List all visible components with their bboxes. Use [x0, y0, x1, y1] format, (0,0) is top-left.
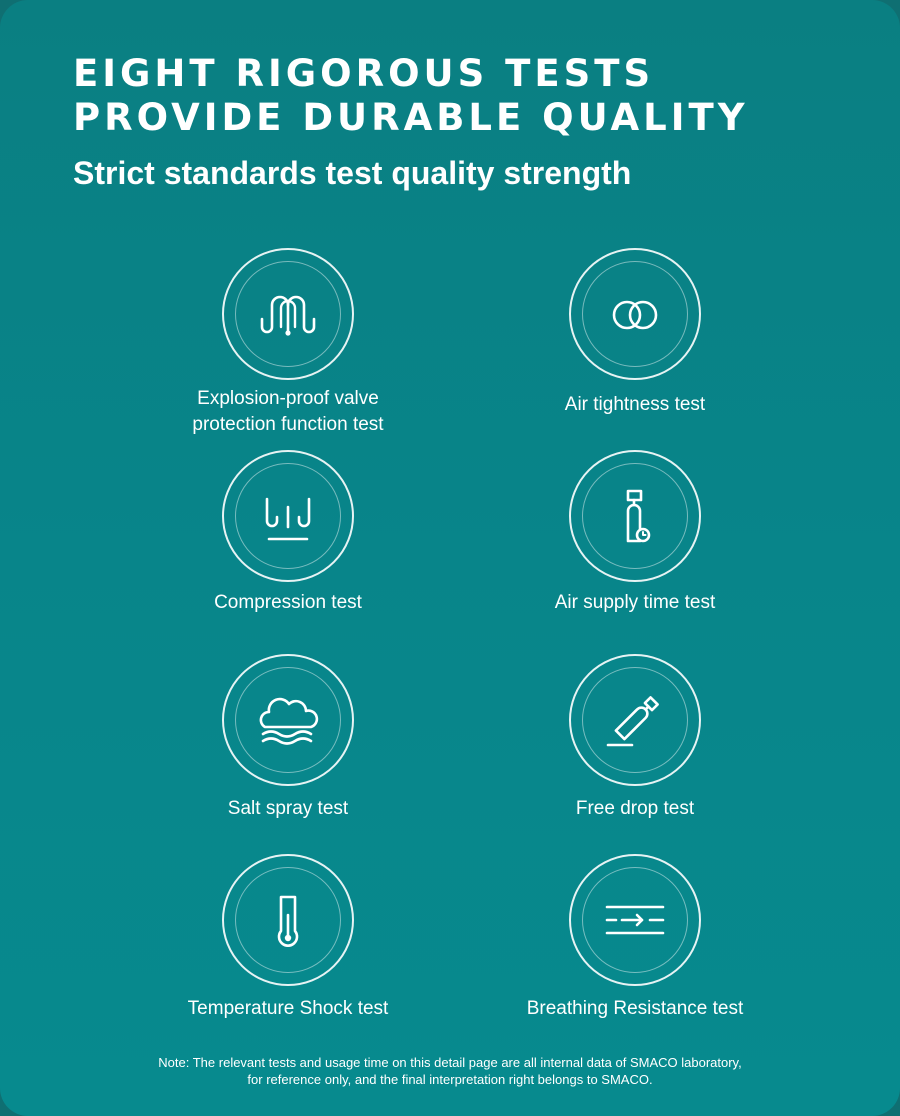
test-label: Air supply time test	[554, 592, 716, 613]
disclaimer-note	[60, 1054, 840, 1088]
test-label: Explosion-proof valve protection function test	[192, 388, 384, 435]
test-item-free-drop	[475, 654, 795, 824]
test-icon-ring	[569, 248, 701, 380]
cloud-waves-icon	[255, 687, 321, 753]
test-label: Air tightness test	[564, 394, 706, 415]
falling-cylinder-icon	[602, 687, 668, 753]
test-item-air-supply-time	[475, 450, 795, 620]
test-item-compression	[128, 450, 448, 620]
test-item-explosion-proof-valve	[128, 248, 448, 438]
explosion-proof-valve-icon	[255, 281, 321, 347]
test-label: Temperature Shock test	[187, 998, 389, 1019]
test-item-temperature-shock	[128, 854, 448, 1024]
test-icon-ring	[222, 854, 354, 986]
test-icon-ring	[569, 450, 701, 582]
note-line-2: for reference only, and the final interpretation right belongs to SMACO.	[247, 1072, 653, 1087]
test-label: Free drop test	[575, 798, 695, 819]
test-item-air-tightness	[475, 248, 795, 438]
title-line-1: EIGHT RIGOROUS TESTS	[73, 52, 655, 95]
subtitle: Strict standards test quality strength	[73, 155, 632, 191]
test-icon-ring	[222, 450, 354, 582]
heading-block	[73, 52, 873, 192]
test-item-salt-spray	[128, 654, 448, 824]
interlocking-rings-icon	[602, 281, 668, 347]
airflow-arrow-icon	[602, 887, 668, 953]
test-icon-ring	[222, 654, 354, 786]
air-cylinder-clock-icon	[602, 483, 668, 549]
test-item-breathing-resistance	[475, 854, 795, 1024]
title-line-2: PROVIDE DURABLE QUALITY	[73, 96, 749, 139]
test-icon-ring	[569, 654, 701, 786]
thermometer-icon	[255, 887, 321, 953]
test-icon-ring	[569, 854, 701, 986]
note-line-1: Note: The relevant tests and usage time on this detail page are all internal data of SMACO laboratory,	[158, 1055, 742, 1070]
test-icon-ring	[222, 248, 354, 380]
test-label: Breathing Resistance test	[526, 998, 744, 1019]
test-label: Salt spray test	[227, 798, 349, 819]
compression-press-icon	[255, 483, 321, 549]
test-label: Compression test	[214, 592, 362, 613]
